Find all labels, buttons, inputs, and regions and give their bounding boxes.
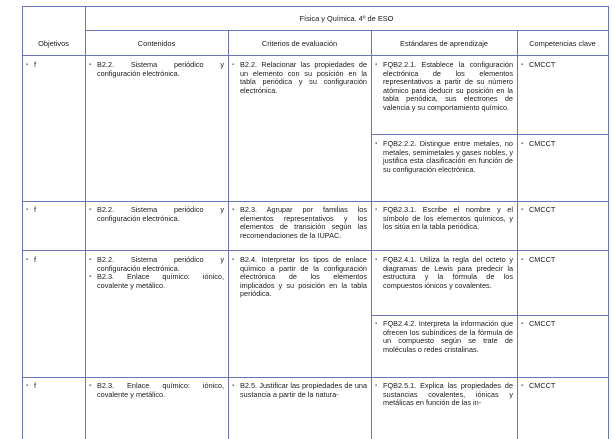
criterio: ▪ B2.2. Relacionar las propiedades de un elemento con su posición en la tabla periódica y su configuración electrónica. bbox=[232, 61, 367, 95]
criterio: ▪ B2.3. Agrupar por familias los elementos representativos y los elementos de transición según las recomendaciones de la IUPAC. bbox=[232, 206, 367, 240]
estandar: ▪ FQB2.2.1. Establece la configuración electrónica de los elementos representativos a partir de su número atómico para deducir su posición en la tabla periódica, sus electrones de valencia y su comportamiento químico. bbox=[375, 61, 513, 113]
contenido-item: ▪ B2.2. Sistema periódico y configuración electrónica. bbox=[89, 61, 224, 78]
competencia: ▪ CMCCT bbox=[521, 320, 604, 329]
objetivo: ▪ f bbox=[26, 256, 81, 265]
contenido-item: ▪ B2.2. Sistema periódico y configuración electrónica. bbox=[89, 206, 224, 223]
criterio: ▪ B2.5. Justificar las propiedades de una sustancia a partir de la natura- bbox=[232, 382, 367, 399]
estandar: ▪ FQB2.4.2. Interpreta la información que ofrecen los subíndices de la fórmula de un compuesto según se trate de moléculas o redes cristalinas. bbox=[375, 320, 513, 354]
competencia: ▪ CMCCT bbox=[521, 382, 604, 391]
header-estandares: Estándares de aprendizaje bbox=[400, 39, 488, 48]
estandar: ▪ FQB2.3.1. Escribe el nombre y el símbolo de los elementos químicos, y los sitúa en la tabla periódica. bbox=[375, 206, 513, 232]
competencia: ▪ CMCCT bbox=[521, 256, 604, 265]
curriculum-table bbox=[22, 6, 608, 439]
header-contenidos: Contenidos bbox=[137, 39, 176, 48]
estandar: ▪ FQB2.4.1. Utiliza la regla del octeto y diagramas de Lewis para predecir la estructura y la fórmula de los compuestos iónicos y covalentes. bbox=[375, 256, 513, 290]
competencia: ▪ CMCCT bbox=[521, 61, 604, 70]
header-objetivos: Objetivos bbox=[38, 39, 69, 48]
header-criterios: Criterios de evaluación bbox=[261, 39, 338, 48]
objetivo: ▪ f bbox=[26, 206, 81, 215]
estandar: ▪ FQB2.5.1. Explica las propiedades de sustancias covalentes, iónicas y metálicas en función de las in- bbox=[375, 382, 513, 408]
objetivo: ▪ f bbox=[26, 382, 81, 391]
competencia: ▪ CMCCT bbox=[521, 140, 604, 149]
contenido-item: ▪ B2.3. Enlace químico: iónico, covalente y metálico. bbox=[89, 382, 224, 399]
estandar: ▪ FQB2.2.2. Distingue entre metales, no metales, semimetales y gases nobles, y justifica esta clasificación en función de su configuración electrónica. bbox=[375, 140, 513, 174]
header-competencias: Competencias clave bbox=[529, 39, 596, 48]
contenido-item: ▪ B2.3. Enlace químico: iónico, covalente y metálico. bbox=[89, 273, 224, 290]
criterio: ▪ B2.4. Interpretar los tipos de enlace químico a partir de la configuración electrónica de los elementos implicados y su posición en la tabla periódica. bbox=[232, 256, 367, 299]
objetivo: ▪ f bbox=[26, 61, 81, 70]
table-title: Física y Química. 4º de ESO bbox=[299, 14, 394, 23]
contenido-item: ▪ B2.2. Sistema periódico y configuración electrónica. bbox=[89, 256, 224, 273]
competencia: ▪ CMCCT bbox=[521, 206, 604, 215]
